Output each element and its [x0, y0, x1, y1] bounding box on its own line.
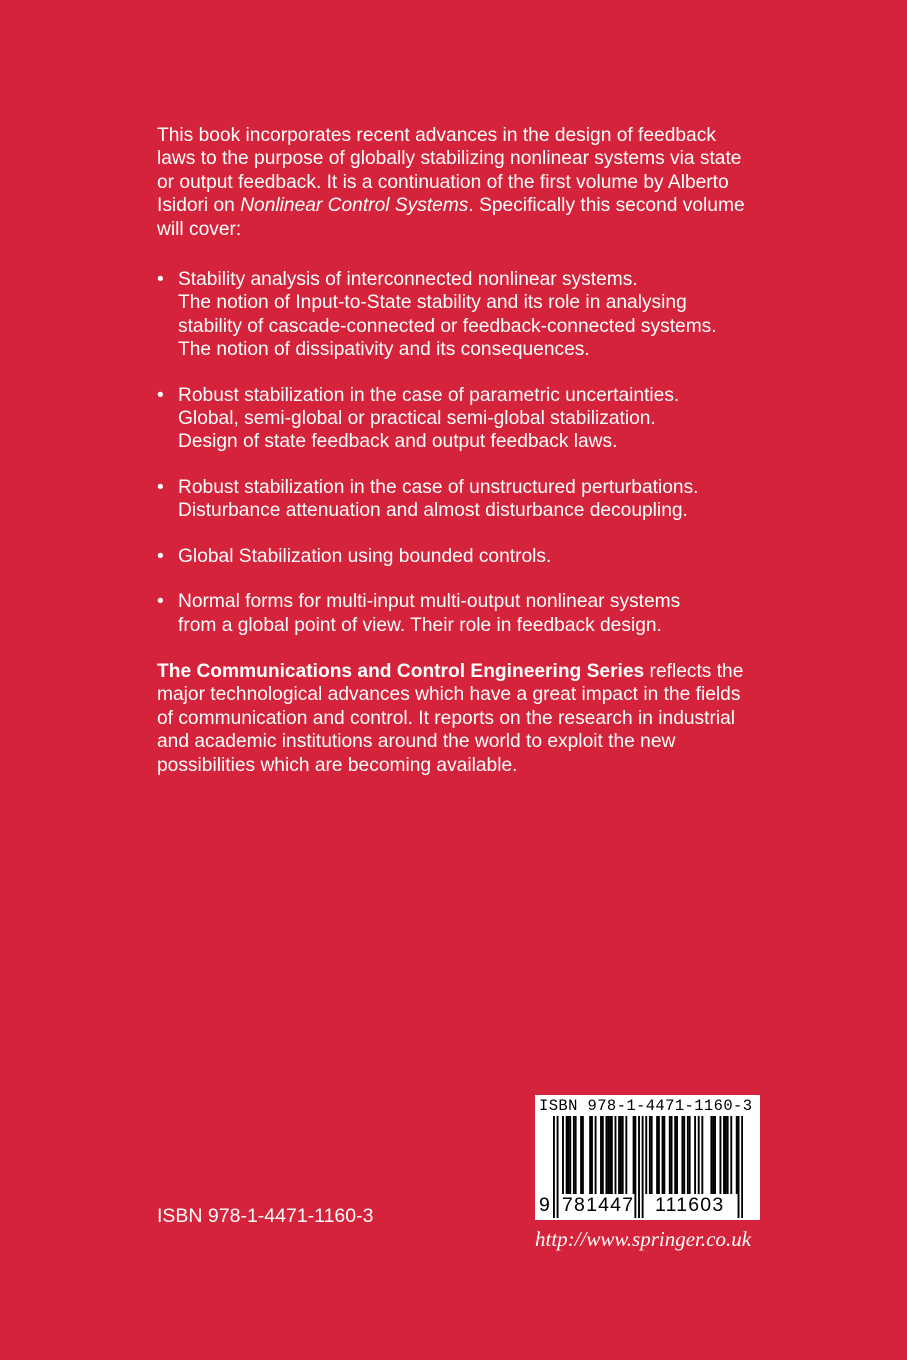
topic-line: Global, semi-global or practical semi-global stabilization. — [178, 408, 656, 430]
barcode-bar — [663, 1116, 665, 1194]
topic-item — [157, 384, 757, 454]
barcode-bar — [582, 1116, 584, 1194]
barcode-bar — [625, 1116, 627, 1194]
barcode-bar — [557, 1116, 559, 1218]
topic-item — [157, 590, 757, 637]
barcode-bar — [620, 1116, 622, 1194]
back-cover-text — [157, 124, 757, 777]
barcode-isbn-text: ISBN 978-1-4471-1160-3 — [539, 1097, 753, 1115]
topic-line: stability of cascade-connected or feedback-connected systems. — [178, 315, 717, 337]
barcode-bar — [710, 1116, 712, 1194]
barcode-bar — [580, 1116, 582, 1194]
barcode-bar — [674, 1116, 676, 1194]
topic-line: The notion of Input-to-State stability and its role in analysing — [178, 292, 687, 314]
barcode-bar — [575, 1116, 577, 1194]
barcode-bar — [719, 1116, 721, 1194]
publisher-url[interactable]: http://www.springer.co.uk — [535, 1227, 752, 1251]
barcode-bar — [589, 1116, 591, 1194]
barcode-bar — [634, 1116, 636, 1218]
series-paragraph — [157, 660, 757, 777]
intro-paragraph — [157, 124, 757, 241]
topic-line: The notion of dissipativity and its consequences. — [178, 339, 590, 361]
barcode-bar — [638, 1116, 640, 1218]
barcode-digit-group-right: 111603 — [655, 1194, 725, 1216]
bullet-icon: • — [157, 269, 164, 291]
barcode-bar — [676, 1116, 678, 1194]
barcode-bar — [622, 1116, 624, 1194]
barcode-bar — [723, 1116, 725, 1194]
barcode-bar — [727, 1116, 729, 1194]
barcode-bar — [649, 1116, 651, 1194]
barcode-bar — [738, 1116, 740, 1218]
topic-line: Stability analysis of interconnected nonlinear systems. — [178, 269, 638, 291]
topic-line: Global Stabilization using bounded controls. — [178, 545, 552, 567]
topic-line: from a global point of view. Their role in feedback design. — [178, 614, 662, 636]
barcode-bar — [645, 1116, 647, 1194]
barcode-bar — [669, 1116, 671, 1194]
intro-text-after: . Specifically this second volume will cover: — [157, 195, 745, 240]
barcode-digit-prefix: 9 — [539, 1194, 550, 1216]
barcode-bar — [605, 1116, 607, 1194]
isbn-barcode — [535, 1095, 760, 1220]
intro-text-before: This book incorporates recent advances in the design of feedback laws to the purpose of globally stabilizing nonlinear systems via state or output feedback. It is a continuation of the first volume by Alberto Isidori on — [157, 125, 742, 217]
barcode-bar — [714, 1116, 716, 1194]
topic-item — [157, 545, 757, 568]
topic-line: Robust stabilization in the case of unstructured perturbations. — [178, 476, 699, 498]
barcode-bar — [698, 1116, 700, 1194]
isbn-label: ISBN 978-1-4471-1160-3 — [157, 1205, 374, 1227]
barcode-bar — [566, 1116, 568, 1194]
barcode-bar — [651, 1116, 653, 1194]
barcode-bar — [618, 1116, 620, 1194]
barcode-bar — [633, 1116, 635, 1194]
barcode-bar — [658, 1116, 660, 1194]
bullet-icon: • — [157, 591, 164, 613]
barcode-bar — [694, 1116, 696, 1194]
barcode-bar — [569, 1116, 571, 1194]
barcode-bar — [595, 1116, 597, 1194]
barcode-bar — [573, 1116, 575, 1194]
barcode-bar — [662, 1116, 664, 1194]
barcode-bar — [656, 1116, 658, 1194]
barcode-bar — [611, 1116, 613, 1194]
barcode-bar — [681, 1116, 683, 1194]
topic-line: Disturbance attenuation and almost disturbance decoupling. — [178, 500, 688, 522]
barcode-digit-group-left: 781447 — [562, 1194, 635, 1216]
bullet-icon: • — [157, 476, 164, 498]
topic-line: Robust stabilization in the case of parametric uncertainties. — [178, 384, 680, 406]
barcode-bar — [701, 1116, 703, 1194]
barcode-bar — [642, 1116, 644, 1218]
barcode-bar — [553, 1116, 555, 1218]
barcode-bar — [609, 1116, 611, 1194]
barcode-bar — [671, 1116, 673, 1194]
topic-list — [157, 268, 757, 637]
barcode-bar — [725, 1116, 727, 1194]
barcode-bar — [615, 1116, 617, 1194]
bullet-icon: • — [157, 545, 164, 567]
barcode-bar — [562, 1116, 564, 1194]
barcode-bar — [602, 1116, 604, 1194]
volume-title: Nonlinear Control Systems — [240, 195, 469, 217]
barcode-bar — [689, 1116, 691, 1194]
barcode-bar — [567, 1116, 569, 1194]
barcode-bar — [730, 1116, 732, 1194]
barcode-bar — [683, 1116, 685, 1194]
barcode-bar — [736, 1116, 738, 1194]
barcode-bar — [712, 1116, 714, 1194]
barcode-bar — [607, 1116, 609, 1194]
barcode-bar — [600, 1116, 602, 1194]
barcode-bar — [591, 1116, 593, 1194]
topic-line: Design of state feedback and output feedback laws. — [178, 431, 618, 453]
series-name: The Communications and Control Engineering Series — [157, 660, 645, 682]
barcode-bar — [741, 1116, 743, 1218]
bullet-icon: • — [157, 384, 164, 406]
topic-line: Normal forms for multi-input multi-output nonlinear systems — [178, 591, 681, 613]
barcode-bar — [687, 1116, 689, 1194]
series-description: reflects the major technological advances which have a great impact in the fields of communication and control. It reports on the research in industrial and academic institutions around the world to exploit the new possibilities which are becoming available. — [157, 660, 744, 776]
topic-item — [157, 476, 757, 523]
topic-item — [157, 268, 757, 362]
